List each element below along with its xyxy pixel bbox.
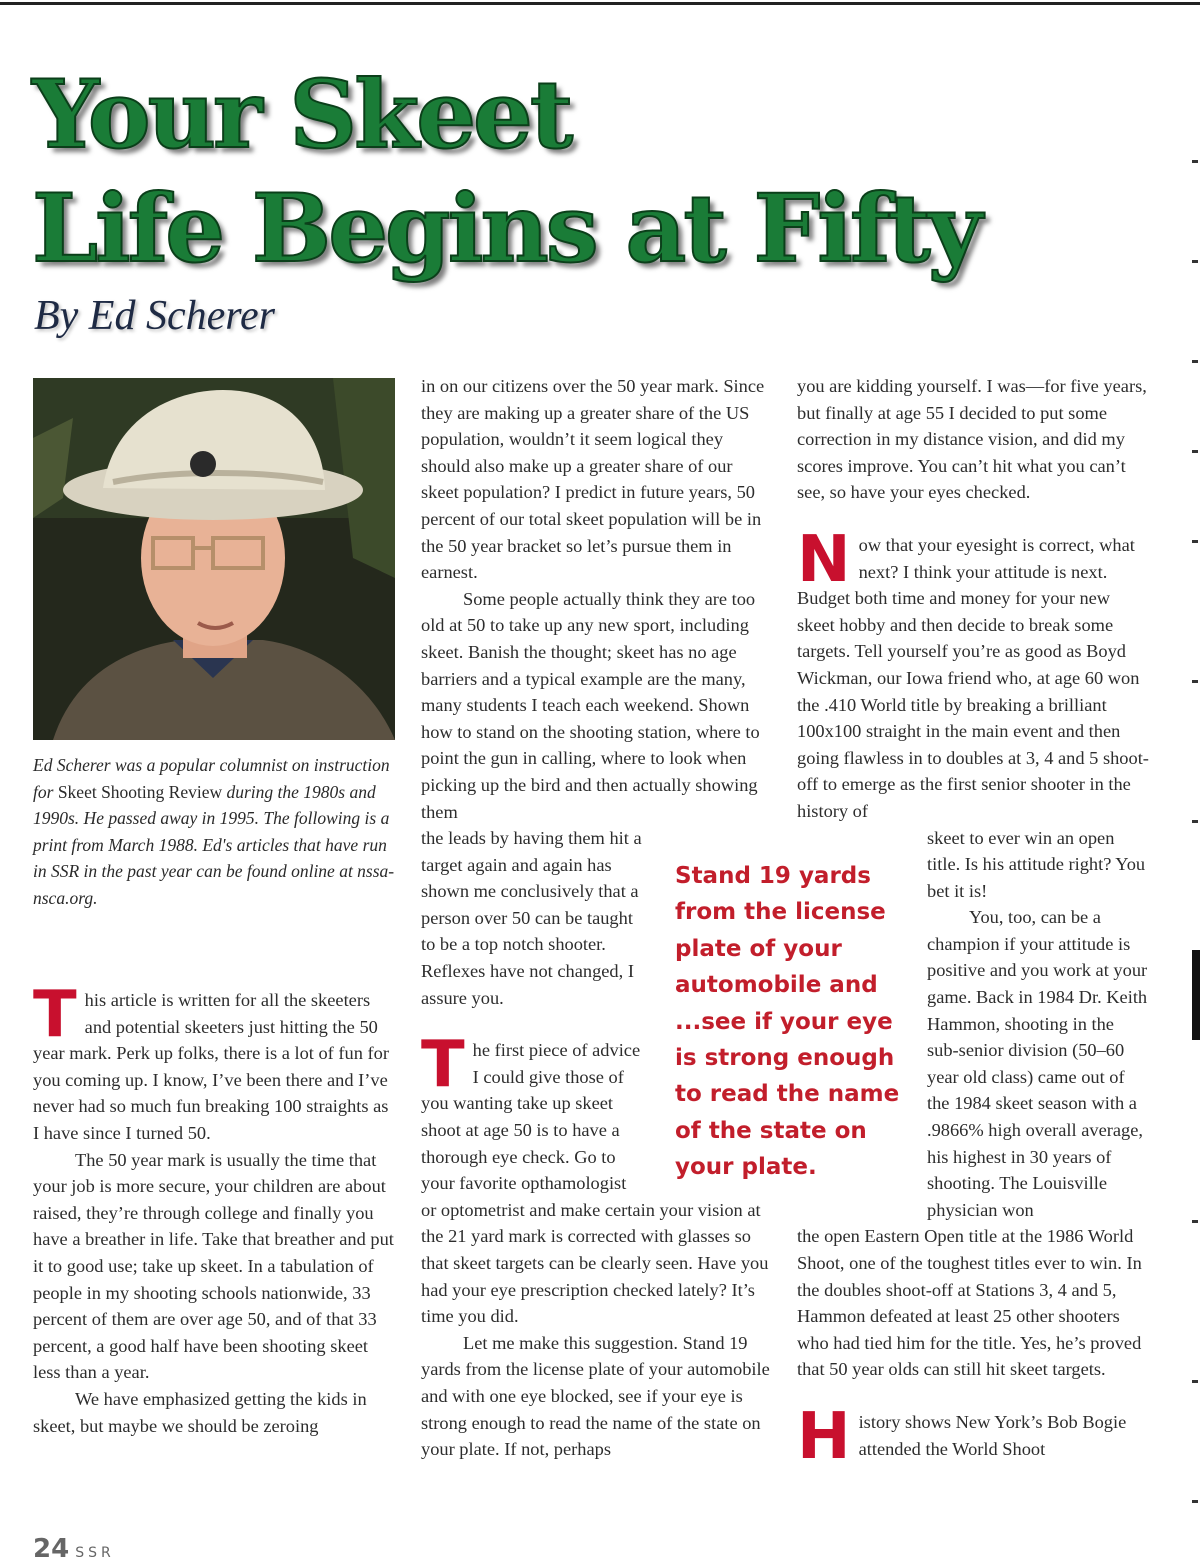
photo-caption [33,752,395,911]
col3-paragraph-3: You, too, can be a champion if your attitude is positive and you work at your game. Back in 1984 Dr. Keith Hammon, shooting in the sub-senior division (50–60 year old class) came out of the 1984 skeet season with a .9866% high overall average, his highest in 30 years of shooting. The Louisville physician won [927,907,1148,1220]
article-column-3 [797,373,1149,1474]
col1-paragraph-1-text: his article is written for all the skeeters and potential skeeters just hitting the 50 year mark. Perk up folks, there is a lot of fun for you coming up. I know, I’ve been there and I’ve never had so much fun breaking 100 straights as I have since I turned 50. [33,990,389,1143]
col1-paragraph-1 [33,978,395,1147]
col3-paragraph-1: you are kidding yourself. I was—for five years, but finally at age 55 I decided to put some correction in my distance vision, and did my scores improve. You can’t hit what you can’t see, so have your eyes checked. [797,376,1147,503]
col2-paragraph-3-continued: or optometrist and make certain your vision at the 21 yard mark is corrected with glasses so that skeet targets can be clearly seen. Have you had your eye prescription checked lately? It’s time you did. [421,1199,769,1327]
col2-paragraph-1: in on our citizens over the 50 year mark. Since they are making up a greater share of the US population, wouldn’t it seem logical they should also make up a greater share of our skeet population? I predict in future years, 50 percent of our total skeet population will be in the 50 year bracket so let’s pursue them in earnest. [421,376,765,583]
col2-paragraph-4: Let me make this suggestion. Stand 19 yards from the license plate of your automobile and with one eye blocked, see if your eye is strong enough to read the name of the state on your plate. If not, perhaps [421,1332,770,1460]
pull-quote: Stand 19 yards from the license plate of your automobile and ...see if your eye is strong enough to read the name of the state on your plate. [675,863,900,1181]
page-edge-bar [1192,950,1200,1040]
drop-cap: T [33,978,77,1052]
page-number: 24 [33,1534,70,1564]
col2-paragraph-2-continued: the leads by having them hit a target again and again has shown me conclusively that a person over 50 can be taught to be a top notch shooter. Reflexes have not changed, I assure you. [421,828,642,1008]
page-folio [33,1534,115,1564]
title-line-2: Life Begins at Fifty [32,174,980,284]
col3-paragraph-4-text: istory shows New York’s Bob Bogie attended the World Shoot [858,1411,1127,1459]
title-line-1: Your Skeet [32,60,571,170]
col3-paragraph-2 [797,522,1149,825]
caption-part-2: during the 1980s and 1990s. He passed away in 1995. The following is a print from March 1988. Ed's articles that have run in SSR in the past year can be found online at nssa-nsca.org. [33,781,395,908]
col3-paragraph-2-text: ow that your eyesight is correct, what next? I think your attitude is next. Budget both time and money for your new skeet hobby and then decide to break some targets. Tell yourself you’re as good as Boyd Wickman, our Iowa friend who, at age 60 won the .410 World title by breaking a brilliant 100x100 straight in the main event and then going flawless in to doubles at 3, 4 and 5 shoot-off to emerge as the first senior shooter in the history of [797,534,1149,821]
folio-magazine: SSR [75,1545,115,1561]
page-top-rule [0,2,1200,5]
col1-paragraph-2: The 50 year mark is usually the time that your job is more secure, your children are about raised, they’re through college and finally you have a breather in life. Take that breather and put it to good use; take up skeet. In a tabulation of people in my shooting schools nationwide, 33 percent of them are over age 50, and of that 33 percent, a good half have been shooting skeet less than a year. [33,1149,394,1383]
col2-paragraph-3-text: he first piece of advice I could give those of you wanting take up skeet shoot at age 50 is to have a thorough eye check. Go to your favorite opthamologist [421,1040,641,1194]
drop-cap: H [797,1399,851,1474]
author-portrait-illustration [33,378,395,740]
article-column-1 [33,978,395,1439]
article-title [32,58,979,286]
col1-paragraph-3: We have emphasized getting the kids in skeet, but maybe we should be zeroing [33,1388,367,1436]
col2-paragraph-2: Some people actually think they are too old at 50 to take up any new sport, including skeet. Banish the thought; skeet has no age barriers and a typical example are the many, many students I teach each weekend. Shown how to stand on the shooting station, where to point the gun in calling, where to look when picking up the bird and then actually showing them [421,588,760,822]
drop-cap: T [421,1028,465,1103]
col3-paragraph-2-continued: skeet to ever win an open title. Is his attitude right? You bet it is! [927,827,1146,901]
page-edge-marks [1188,120,1200,1520]
byline: By Ed Scherer [34,293,276,339]
col2-paragraph-3 [421,1028,647,1197]
col3-paragraph-3-continued: the open Eastern Open title at the 1986 World Shoot, one of the toughest titles ever to win. In the doubles shoot-off at Stations 3, 4 and 5, Hammon defeated at least 25 other shooters who had tied him for the title. Yes, he’s proved that 50 year olds can still hit skeet targets. [797,1226,1142,1380]
drop-cap: N [797,522,851,597]
author-photo [33,378,395,740]
caption-magazine-name: Skeet Shooting Review [57,781,223,802]
col3-paragraph-4 [797,1399,1149,1474]
caption-part-1: Ed Scherer was a popular columnist on instruction for [33,755,390,802]
